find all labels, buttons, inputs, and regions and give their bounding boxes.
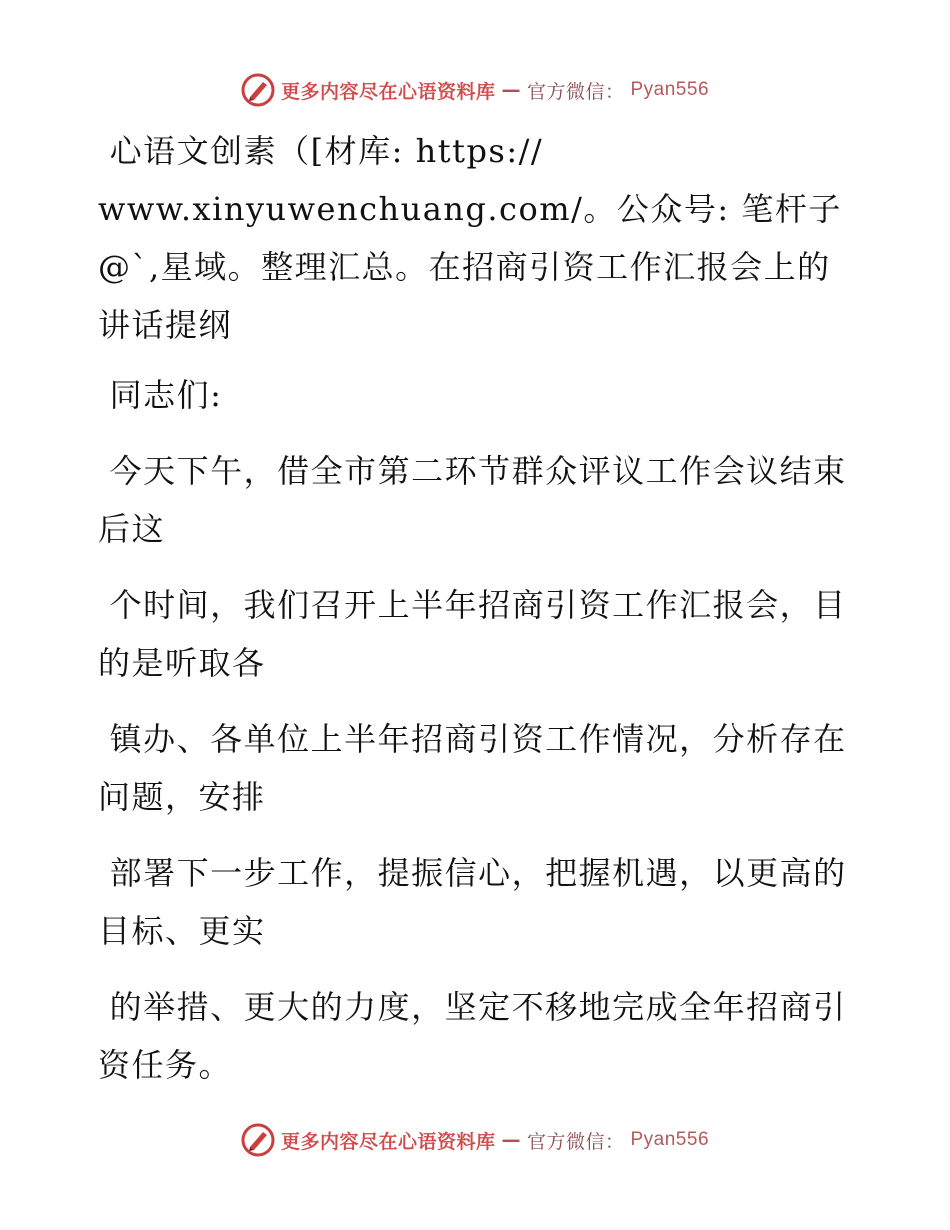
- banner-slogan: 更多内容尽在心语资料库: [280, 1130, 496, 1153]
- banner-dash: —: [501, 1129, 521, 1151]
- pen-logo-icon: [241, 1123, 275, 1157]
- banner-official-label: 官方微信：: [526, 1130, 625, 1153]
- footer-banner: [0, 1120, 950, 1160]
- document-paragraph: 心语文创素（[材库: https:// www.xinyuwenchuang.com/。公众号: 笔杆子@`,星域。整理汇总。在招商引资工作汇报会上的讲话提纲: [98, 132, 842, 344]
- banner-wechat-id: Pyan556: [630, 79, 710, 100]
- document-body: [98, 122, 858, 1094]
- header-banner: [0, 70, 950, 110]
- banner-official-label: 官方微信：: [526, 80, 625, 103]
- document-paragraph: 部署下一步工作，提振信心，把握机遇，以更高的目标、更实: [98, 854, 847, 950]
- banner-dash: —: [501, 79, 521, 101]
- document-paragraph: 今天下午，借全市第二环节群众评议工作会议结束后这: [98, 452, 847, 548]
- document-paragraph: 的举措、更大的力度，坚定不移地完成全年招商引资任务。: [98, 988, 847, 1084]
- document-paragraph: 个时间，我们召开上半年招商引资工作汇报会，目的是听取各: [98, 586, 847, 682]
- banner-wechat-id: Pyan556: [630, 1129, 710, 1150]
- document-paragraph: 同志们:: [98, 376, 223, 414]
- document-paragraph: 镇办、各单位上半年招商引资工作情况，分析存在问题，安排: [98, 720, 847, 816]
- banner-slogan: 更多内容尽在心语资料库: [280, 80, 496, 103]
- pen-logo-icon: [241, 73, 275, 107]
